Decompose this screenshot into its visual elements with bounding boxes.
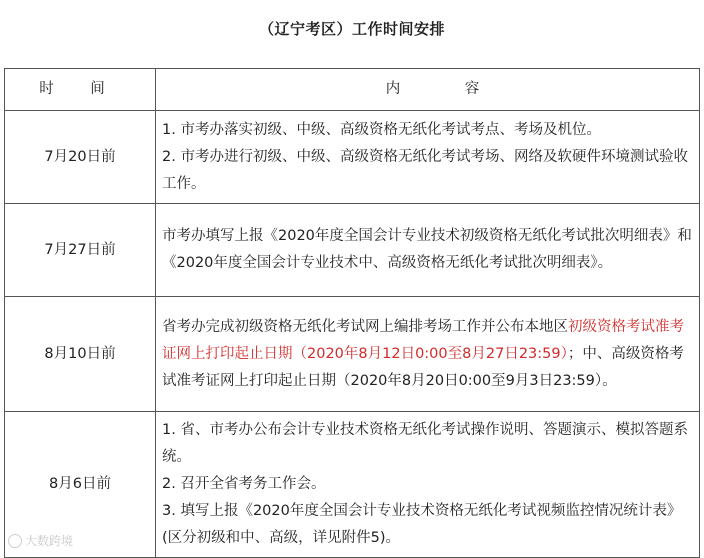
content-line: 2. 市考办进行初级、中级、高级资格无纸化考试考场、网络及软硬件环境测试验收工作。 <box>162 148 688 192</box>
header-time: 时 间 <box>5 69 156 111</box>
table-row <box>5 297 700 412</box>
content-line: 市考办填写上报《2020年度全国会计专业技术初级资格无纸化考试批次明细表》和《2020年度全国会计专业技术中、高级资格无纸化考试批次明细表》。 <box>162 228 692 271</box>
row-content <box>156 204 700 297</box>
header-content: 内 容 <box>156 69 700 111</box>
row-time: 7月27日前 <box>5 204 156 297</box>
row-time: 8月10日前 <box>5 297 156 412</box>
watermark-icon <box>8 534 22 548</box>
table-row <box>5 111 700 204</box>
watermark <box>8 532 73 549</box>
content-text: ；中、高级资格考试准考证网上打印起止日期（2020年8月20日0:00至9月3日23:59）。 <box>162 345 684 389</box>
page-title: （辽宁考区）工作时间安排 <box>258 20 445 38</box>
highlighted-text: 初级资格考试准考证网上打印起止日期（2020年8月12日0:00至8月27日23:59） <box>162 318 684 362</box>
watermark-text: 大数跨境 <box>25 534 74 548</box>
content-line: 3. 填写上报《2020年度全国会计专业技术资格无纸化考试视频监控情况统计表》(区分初级和中、高级，详见附件5)。 <box>162 503 682 546</box>
schedule-table <box>4 68 700 558</box>
table-row <box>5 204 700 297</box>
row-content <box>156 412 700 558</box>
table-header-row <box>5 69 700 111</box>
row-time: 8月6日前 <box>5 412 156 558</box>
table-row <box>5 412 700 558</box>
row-time: 7月20日前 <box>5 111 156 204</box>
content-line: 1. 市考办落实初级、中级、高级资格无纸化考试考点、考场及机位。 <box>162 121 601 138</box>
row-content <box>156 111 700 204</box>
content-line: 1. 省、市考办公布会计专业技术资格无纸化考试操作说明、答题演示、模拟答题系统。 <box>162 422 688 465</box>
row-content <box>156 297 700 412</box>
content-line: 2. 召开全省考务工作会。 <box>162 476 326 492</box>
content-text: 省考办完成初级资格无纸化考试网上编排考场工作并公布本地区 <box>162 318 568 335</box>
